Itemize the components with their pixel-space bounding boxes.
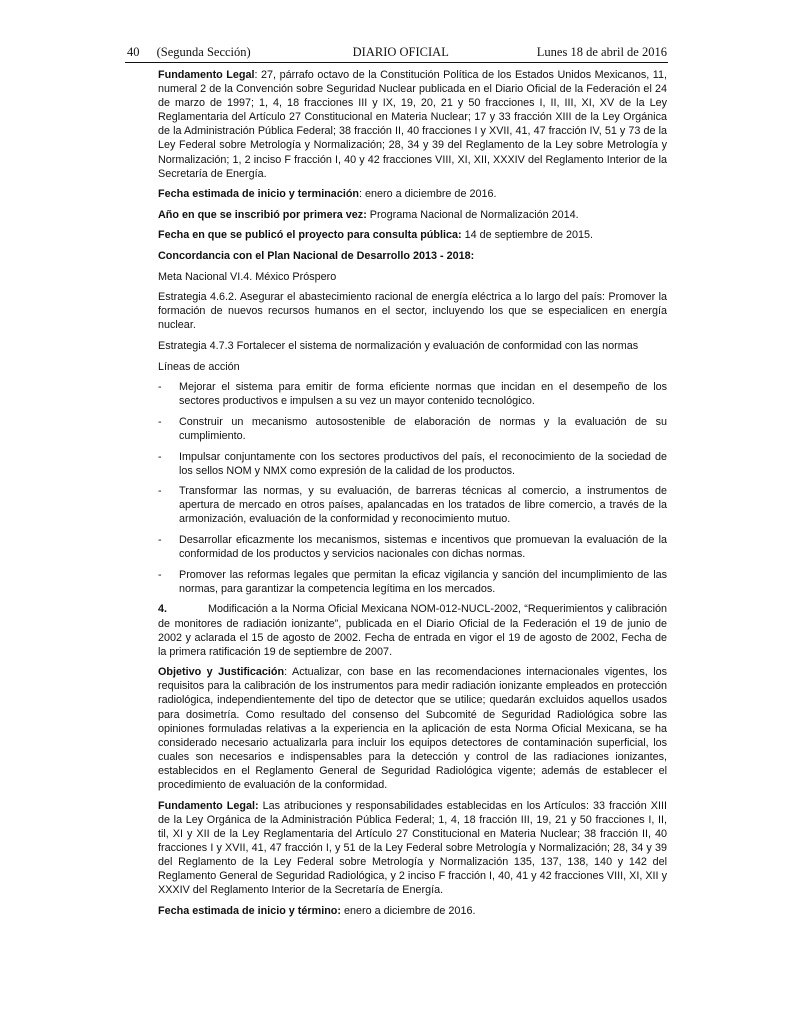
- item-4-text: Modificación a la Norma Oficial Mexicana NOM-012-NUCL-2002, “Requerimientos y calibración de monitores de radiación ionizante”, publicada en el Diario Oficial de la Federación el 19 de junio de 2002 y aclarada el 15 de agosto de 2002. Fecha de entrada en vigor el 19 de agosto de 2002, Fecha de la primera ratificación 19 de septiembre de 2007.: [158, 603, 667, 658]
- fecha-2-paragraph: [158, 904, 667, 918]
- fundamento-text: : 27, párrafo octavo de la Constitución Política de los Estados Unidos Mexicanos, 11, numeral 2 de la Convención sobre Seguridad Nuclear publicada en el Diario Oficial de la Federación el 24 de marzo de 1997; 1, 4, 18 fracciones III y IX, 19, 20, 21 y 50 fracciones I, II, III, XI, XV de la Ley Reglamentaria del Artículo 27 Constitucional en Materia Nuclear; 17 y 33 fracción XIII de la Ley Orgánica de la Administración Pública Federal; 38 fracción II, 40 fracciones I y XVII, 41, 47 fracción IV, 51 y 73 de la Ley Federal sobre Metrología y Normalización; 28, 34 y 39 del Reglamento de la Ley sobre Metrología y Normalización; 1, 2 inciso F fracción I, 40 y 42 fracciones VIII, XI, XII, XXXIV del Reglamento Interior de la Secretaría de Energía.: [158, 69, 667, 180]
- page-number: 40: [127, 45, 140, 59]
- list-item-text: Impulsar conjuntamente con los sectores productivos del país, el reconocimiento de la sociedad de los sellos NOM y NMX como expresión de la calidad de los productos.: [179, 450, 667, 477]
- fundamento-2-label: Fundamento Legal:: [158, 799, 259, 812]
- item-4-paragraph: [158, 602, 667, 658]
- estrategia-1: Estrategia 4.6.2. Asegurar el abastecimiento racional de energía eléctrica a lo largo del país: Promover la formación de nuevos recursos humanos en el sector, incluyendo los que se especialicen en energía nuclear.: [158, 291, 667, 332]
- fundamento-2-paragraph: [158, 799, 667, 898]
- objetivo-text: : Actualizar, con base en las recomendaciones internacionales vigentes, los requisitos para la calibración de los instrumentos para medir radiación ionizante empleados en protección radiológica, independientemente del tipo de detector que se utilice; quedarán excluidos aquellos usados para dosimetría. Como resultado del consenso del Subcomité de Seguridad Radiológica sobre las opiniones formuladas relativas a la experiencia en la aplicación de esta Norma Oficial Mexicana, se ha considerado necesario actualizarla para incluir los equipos detectores de contaminación superficial, los cuales son necesarios e indispensables para la detección y control de las radiaciones ionizantes, establecidos en el Reglamento General de Seguridad Radiológica vigente; además de establecer el procedimiento de evaluación de la conformidad.: [158, 666, 667, 792]
- anio-label: Año en que se inscribió por primera vez:: [158, 208, 367, 221]
- fundamento-paragraph: [158, 68, 667, 181]
- list-item: [158, 484, 667, 526]
- list-item: [158, 450, 667, 478]
- list-item-text: Promover las reformas legales que permitan la eficaz vigilancia y sanción del incumplimiento de las normas, para garantizar la competencia legítima en los mercados.: [179, 568, 667, 595]
- header-left: [127, 45, 265, 60]
- list-item: [158, 415, 667, 443]
- lineas-heading: Líneas de acción: [158, 360, 240, 373]
- bullet-dash: -: [158, 568, 162, 581]
- list-item-text: Construir un mecanismo autosostenible de elaboración de normas y la evaluación de su cumplimiento.: [179, 415, 667, 442]
- fundamento-label: Fundamento Legal: [158, 69, 255, 81]
- objetivo-paragraph: [158, 665, 667, 792]
- fecha-label: Fecha estimada de inicio y terminación: [158, 188, 360, 201]
- page-header: [127, 45, 667, 60]
- anio-paragraph: [158, 208, 667, 222]
- publico-paragraph: [158, 228, 667, 242]
- list-item: [158, 568, 667, 596]
- list-item-text: Transformar las normas, y su evaluación, de barreras técnicas al comercio, a instrumentos de apertura de mercado en otros países, apalancadas en los tratados de libre comercio, a través de la armonización, evaluación de la conformidad y reconocimiento mutuo.: [179, 485, 667, 526]
- document-body: [158, 68, 667, 924]
- bullet-dash: -: [158, 485, 162, 498]
- publication-title: DIARIO OFICIAL: [352, 45, 449, 59]
- item-4-number: 4.: [158, 603, 168, 616]
- fecha-text: : enero a diciembre de 2016.: [359, 188, 497, 201]
- header-rule: [125, 62, 668, 63]
- estrategia-2: Estrategia 4.7.3 Fortalecer el sistema de normalización y evaluación de conformidad con las normas: [158, 340, 639, 352]
- meta-paragraph: Meta Nacional VI.4. México Próspero: [158, 270, 337, 283]
- list-item: [158, 533, 667, 561]
- anio-text: Programa Nacional de Normalización 2014.: [366, 208, 579, 221]
- objetivo-label: Objetivo y Justificación: [158, 666, 285, 679]
- publication-date: Lunes 18 de abril de 2016: [536, 45, 667, 59]
- list-item-text: Mejorar el sistema para emitir de forma eficiente normas que incidan en el desempeño de los sectores productivos e impulsen a su vez un mayor contenido tecnológico.: [179, 381, 667, 408]
- bullet-dash: -: [158, 534, 162, 547]
- bullet-dash: -: [158, 450, 162, 463]
- concordancia-label: Concordancia con el Plan Nacional de Desarrollo 2013 - 2018:: [158, 250, 475, 263]
- fundamento-2-text: Las atribuciones y responsabilidades establecidas en los Artículos: 33 fracción XIII de la Ley Orgánica de la Administración Pública Federal; 1, 4, 18 fracción III, 19, 21 y 50 fracciones I, II, til, XI y XII de la Ley Reglamentaria del Artículo 27 Constitucional en Materia Nuclear; 38 fracción II, 40 fracciones I y XVII, 41, 47 fracción I, y 51 de la Ley Federal sobre Metrología y Normalización; 28, 34 y 39 del Reglamento de la Ley Federal sobre Metrología y Normalización 135, 137, 138, 140 y 142 del Reglamento General de Seguridad Radiológica, y 2 inciso F fracción I, 40, 41 y 42 fracciones VIII, XI, XII y XXXIV del Reglamento Interior de la Secretaría de Energía.: [158, 799, 668, 897]
- publico-label: Fecha en que se publicó el proyecto para consulta pública:: [158, 229, 462, 242]
- fecha-paragraph: [158, 187, 667, 201]
- bullet-dash: -: [158, 415, 162, 428]
- concordancia-heading: [158, 249, 667, 263]
- fecha-2-text: enero a diciembre de 2016.: [341, 904, 476, 917]
- publico-text: 14 de septiembre de 2015.: [461, 229, 594, 242]
- section-label: (Segunda Sección): [156, 45, 251, 59]
- list-item: [158, 380, 667, 408]
- list-item-text: Desarrollar eficazmente los mecanismos, sistemas e incentivos que promuevan la evaluación de la conformidad de los productos y servicios nacionales con dichas normas.: [179, 534, 667, 561]
- fecha-2-label: Fecha estimada de inicio y término:: [158, 904, 341, 917]
- bullet-dash: -: [158, 381, 162, 394]
